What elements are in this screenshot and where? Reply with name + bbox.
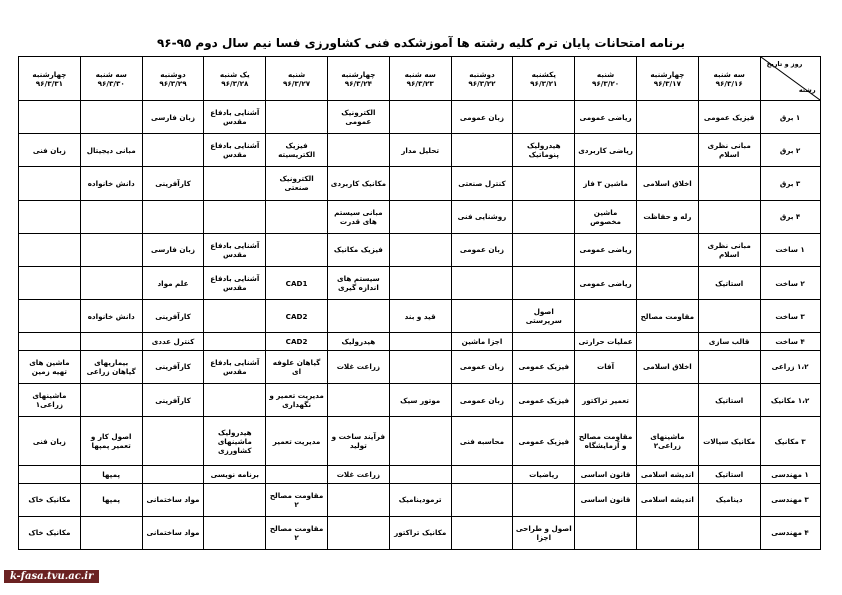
exam-cell: [698, 167, 760, 200]
exam-cell: آشنایی بادفاع مقدس: [204, 350, 266, 383]
exam-cell: [80, 266, 142, 299]
exam-cell: [142, 200, 204, 233]
exam-cell: آشنایی بادفاع مقدس: [204, 134, 266, 167]
exam-cell: قید و بند: [389, 300, 451, 333]
exam-cell: [389, 233, 451, 266]
exam-cell: [636, 383, 698, 416]
exam-cell: [204, 516, 266, 549]
exam-cell: CAD2: [266, 300, 328, 333]
column-header: [142, 57, 204, 101]
exam-cell: استاتیک: [698, 466, 760, 483]
exam-cell: [389, 200, 451, 233]
exam-cell: فیزیک عمومی: [513, 383, 575, 416]
exam-cell: مقاومت مصالح ۲: [266, 516, 328, 549]
exam-cell: [451, 134, 513, 167]
row-label: ۱ برق: [760, 101, 820, 134]
column-header: [698, 57, 760, 101]
exam-cell: [513, 101, 575, 134]
column-header: [636, 57, 698, 101]
exam-cell: زبان فنی: [19, 134, 81, 167]
table-row: [19, 417, 821, 466]
exam-cell: [636, 233, 698, 266]
exam-cell: زبان عمومی: [451, 383, 513, 416]
column-header: [204, 57, 266, 101]
column-date: ۹۶/۳/۲۷: [282, 78, 311, 88]
column-header: [19, 57, 81, 101]
exam-cell: استاتیک: [698, 266, 760, 299]
exam-cell: [204, 483, 266, 516]
exam-cell: رله و حفاظت: [636, 200, 698, 233]
table-row: [19, 233, 821, 266]
exam-cell: [389, 333, 451, 350]
column-day: سه شنبه: [95, 69, 127, 79]
column-date: ۹۶/۳/۳۱: [35, 78, 63, 88]
exam-cell: [513, 200, 575, 233]
exam-cell: [204, 300, 266, 333]
exam-cell: ریاضیات: [513, 466, 575, 483]
exam-cell: ترمودینامیک: [389, 483, 451, 516]
exam-cell: [451, 266, 513, 299]
exam-cell: [266, 233, 328, 266]
exam-cell: [327, 383, 389, 416]
header-row: [19, 57, 821, 101]
exam-cell: [698, 350, 760, 383]
exam-cell: فیزیک عمومی: [513, 350, 575, 383]
exam-cell: دینامیک: [698, 483, 760, 516]
exam-cell: آشنایی بادفاع مقدس: [204, 266, 266, 299]
exam-cell: مقاومت مصالح و آزمایشگاه: [575, 417, 637, 466]
exam-cell: فیزیک الکتریسیته: [266, 134, 328, 167]
exam-cell: فیزیک عمومی: [513, 417, 575, 466]
exam-cell: کارآفرینی: [142, 350, 204, 383]
exam-cell: [327, 516, 389, 549]
exam-cell: مکانیک تراکتور: [389, 516, 451, 549]
column-header: [80, 57, 142, 101]
exam-cell: مبانی دیجیتال: [80, 134, 142, 167]
table-row: [19, 383, 821, 416]
exam-cell: محاسبه فنی: [451, 417, 513, 466]
table-row: [19, 266, 821, 299]
exam-cell: [513, 483, 575, 516]
exam-cell: [80, 200, 142, 233]
row-label: ۲ برق: [760, 134, 820, 167]
exam-cell: [636, 516, 698, 549]
column-day: یک شنبه: [219, 69, 250, 79]
exam-cell: قانون اساسی: [575, 483, 637, 516]
exam-cell: زبان عمومی: [451, 350, 513, 383]
row-label: ۱ ساخت: [760, 233, 820, 266]
column-date: ۹۶/۳/۲۲: [468, 78, 496, 88]
table-row: [19, 466, 821, 483]
exam-cell: علم مواد: [142, 266, 204, 299]
corner-label-major: رشته: [798, 85, 816, 94]
row-label: ۳ ساخت: [760, 300, 820, 333]
column-day: دوشنبه: [160, 69, 186, 79]
exam-cell: کارآفرینی: [142, 383, 204, 416]
exam-cell: مقاومت مصالح ۲: [266, 483, 328, 516]
exam-cell: [142, 417, 204, 466]
exam-cell: [266, 466, 328, 483]
exam-cell: مدیریت تعمیر: [266, 417, 328, 466]
exam-cell: استاتیک: [698, 383, 760, 416]
table-row: [19, 200, 821, 233]
exam-cell: [19, 200, 81, 233]
exam-cell: هیدرولیک ماشینهای کشاورزی: [204, 417, 266, 466]
column-day: چهارشنبه: [32, 69, 67, 79]
exam-cell: ماشین مخصوص: [575, 200, 637, 233]
exam-cell: الکترونیک عمومی: [327, 101, 389, 134]
exam-cell: زبان فنی: [19, 417, 81, 466]
exam-cell: مبانی سیستم های قدرت: [327, 200, 389, 233]
exam-cell: تعمیر تراکتور: [575, 383, 637, 416]
exam-cell: CAD2: [266, 333, 328, 350]
column-header: [266, 57, 328, 101]
exam-cell: فیزیک مکانیک: [327, 233, 389, 266]
exam-cell: ریاضی عمومی: [575, 101, 637, 134]
exam-cell: برنامه نویسی: [204, 466, 266, 483]
exam-cell: مبانی نظری اسلام: [698, 134, 760, 167]
table-row: [19, 350, 821, 383]
exam-cell: [142, 134, 204, 167]
exam-cell: آفات: [575, 350, 637, 383]
exam-cell: [204, 383, 266, 416]
table-row: [19, 483, 821, 516]
exam-cell: [19, 233, 81, 266]
corner-cell: [760, 57, 820, 101]
exam-cell: [698, 200, 760, 233]
page-title: برنامه امتحانات پایان ترم کلیه رشته ها آموزشکده فنی کشاورزی فسا نیم سال دوم ۹۵-۹۶: [156, 36, 686, 50]
row-label: ۴ برق: [760, 200, 820, 233]
exam-cell: تحلیل مدار: [389, 134, 451, 167]
exam-cell: [636, 266, 698, 299]
column-date: ۹۶/۳/۳۰: [97, 78, 125, 88]
exam-cell: آشنایی بادفاع مقدس: [204, 101, 266, 134]
row-label: ۲ ساخت: [760, 266, 820, 299]
exam-cell: اخلاق اسلامی: [636, 167, 698, 200]
exam-cell: هیدرولیک: [327, 333, 389, 350]
exam-cell: کارآفرینی: [142, 167, 204, 200]
exam-cell: دانش خانواده: [80, 300, 142, 333]
exam-cell: [80, 101, 142, 134]
exam-cell: کارآفرینی: [142, 300, 204, 333]
exam-cell: [266, 101, 328, 134]
exam-cell: مقاومت مصالح: [636, 300, 698, 333]
column-date: ۹۶/۳/۲۹: [159, 78, 187, 88]
row-label: ۱ مهندسی: [760, 466, 820, 483]
exam-cell: [327, 483, 389, 516]
exam-cell: [327, 134, 389, 167]
exam-cell: [451, 300, 513, 333]
exam-cell: مکانیک خاک: [19, 516, 81, 549]
column-day: شنبه: [596, 69, 615, 79]
exam-cell: [636, 134, 698, 167]
exam-cell: موتور سیک: [389, 383, 451, 416]
exam-cell: [575, 300, 637, 333]
exam-cell: [19, 333, 81, 350]
exam-cell: [80, 233, 142, 266]
column-date: ۹۶/۳/۲۴: [344, 78, 372, 88]
exam-cell: زبان عمومی: [451, 101, 513, 134]
exam-cell: آشنایی بادفاع مقدس: [204, 233, 266, 266]
exam-cell: [266, 200, 328, 233]
exam-cell: [19, 300, 81, 333]
exam-cell: زبان فارسی: [142, 101, 204, 134]
column-header: [451, 57, 513, 101]
exam-cell: [451, 516, 513, 549]
exam-cell: قانون اساسی: [575, 466, 637, 483]
exam-cell: پمپها: [80, 483, 142, 516]
corner-label-day-date: روز و تاریخ: [766, 60, 803, 68]
exam-cell: اصول سرپرستی: [513, 300, 575, 333]
exam-cell: هیدرولیک پنوماتیک: [513, 134, 575, 167]
exam-cell: ریاضی عمومی: [575, 266, 637, 299]
exam-cell: زراعت غلات: [327, 350, 389, 383]
row-label: ۴ مهندسی: [760, 516, 820, 549]
exam-cell: اجزا ماشین: [451, 333, 513, 350]
exam-cell: اخلاق اسلامی: [636, 350, 698, 383]
exam-cell: [513, 266, 575, 299]
exam-cell: [636, 101, 698, 134]
column-day: چهارشنبه: [650, 69, 685, 79]
exam-cell: اندیشه اسلامی: [636, 466, 698, 483]
exam-cell: اندیشه اسلامی: [636, 483, 698, 516]
exam-cell: [19, 101, 81, 134]
exam-cell: زراعت غلات: [327, 466, 389, 483]
column-day: سه شنبه: [404, 69, 436, 79]
exam-cell: [327, 300, 389, 333]
column-date: ۹۶/۳/۲۸: [221, 78, 249, 88]
exam-cell: [513, 167, 575, 200]
column-day: سه شنبه: [713, 69, 745, 79]
column-day: یکشنبه: [531, 69, 556, 79]
exam-cell: سیستم های اندازه گیری: [327, 266, 389, 299]
exam-cell: دانش خانواده: [80, 167, 142, 200]
exam-cell: [19, 167, 81, 200]
exam-cell: [389, 101, 451, 134]
exam-cell: [19, 466, 81, 483]
exam-cell: [389, 266, 451, 299]
exam-cell: کنترل صنعتی: [451, 167, 513, 200]
row-label: ۳ برق: [760, 167, 820, 200]
table-row: [19, 134, 821, 167]
row-label: ۳ مهندسی: [760, 483, 820, 516]
exam-cell: [204, 333, 266, 350]
table-row: [19, 516, 821, 549]
exam-cell: ریاضی عمومی: [575, 233, 637, 266]
exam-cell: الکترونیک صنعتی: [266, 167, 328, 200]
row-label: ۳ مکانیک: [760, 417, 820, 466]
exam-cell: ماشین های تهیه زمین: [19, 350, 81, 383]
exam-cell: ماشینهای زراعی۱: [19, 383, 81, 416]
column-day: شنبه: [287, 69, 306, 79]
column-date: ۹۶/۳/۱۷: [653, 78, 681, 88]
exam-cell: [389, 350, 451, 383]
exam-cell: [80, 333, 142, 350]
exam-cell: مکانیک کاربردی: [327, 167, 389, 200]
exam-cell: ریاضی کاربردی: [575, 134, 637, 167]
exam-cell: زبان عمومی: [451, 233, 513, 266]
exam-cell: ماشینهای زراعی۲: [636, 417, 698, 466]
exam-cell: اصول و طراحی اجزا: [513, 516, 575, 549]
exam-cell: [19, 266, 81, 299]
exam-cell: [698, 516, 760, 549]
exam-cell: [80, 516, 142, 549]
exam-cell: فرآیند ساخت و تولید: [327, 417, 389, 466]
table-row: [19, 167, 821, 200]
column-header: [327, 57, 389, 101]
exam-cell: مدیریت تعمیر و نگهداری: [266, 383, 328, 416]
table-row: [19, 101, 821, 134]
exam-cell: [389, 417, 451, 466]
exam-cell: [636, 333, 698, 350]
exam-cell: بیماریهای گیاهان زراعی: [80, 350, 142, 383]
exam-cell: کنترل عددی: [142, 333, 204, 350]
exam-cell: عملیات حرارتی: [575, 333, 637, 350]
row-label: ۴ ساخت: [760, 333, 820, 350]
exam-cell: اصول کار و تعمیر پمپها: [80, 417, 142, 466]
exam-cell: [204, 200, 266, 233]
exam-cell: [698, 300, 760, 333]
exam-cell: مبانی نظری اسلام: [698, 233, 760, 266]
exam-cell: مکانیک خاک: [19, 483, 81, 516]
exam-cell: [513, 333, 575, 350]
exam-cell: [389, 466, 451, 483]
exam-cell: [142, 466, 204, 483]
column-header: [513, 57, 575, 101]
exam-cell: زبان فارسی: [142, 233, 204, 266]
exam-cell: مواد ساختمانی: [142, 483, 204, 516]
exam-cell: روشنایی فنی: [451, 200, 513, 233]
column-day: چهارشنبه: [341, 69, 376, 79]
exam-cell: فیزیک عمومی: [698, 101, 760, 134]
column-day: دوشنبه: [469, 69, 495, 79]
exam-cell: مواد ساختمانی: [142, 516, 204, 549]
exam-cell: CAD1: [266, 266, 328, 299]
column-date: ۹۶/۳/۲۰: [591, 78, 620, 88]
exam-cell: ماشین ۳ فاز: [575, 167, 637, 200]
exam-cell: پمپها: [80, 466, 142, 483]
column-header: [575, 57, 637, 101]
table-row: [19, 300, 821, 333]
table-row: [19, 333, 821, 350]
website-link[interactable]: k-fasa.tvu.ac.ir: [4, 570, 99, 583]
exam-cell: [80, 383, 142, 416]
row-label: ۱،۲ مکانیک: [760, 383, 820, 416]
exam-cell: قالب سازی: [698, 333, 760, 350]
column-date: ۹۶/۳/۱۶: [715, 78, 743, 88]
column-header: [389, 57, 451, 101]
exam-cell: [451, 483, 513, 516]
exam-cell: [575, 516, 637, 549]
exam-cell: [204, 167, 266, 200]
exam-cell: گیاهان علوفه ای: [266, 350, 328, 383]
row-label: ۱،۲ زراعی: [760, 350, 820, 383]
column-date: ۹۶/۳/۲۱: [530, 78, 558, 88]
exam-schedule-table: [18, 56, 821, 550]
exam-cell: [389, 167, 451, 200]
column-date: ۹۶/۳/۲۳: [406, 78, 434, 88]
exam-cell: مکانیک سیالات: [698, 417, 760, 466]
exam-cell: [451, 466, 513, 483]
exam-cell: [513, 233, 575, 266]
